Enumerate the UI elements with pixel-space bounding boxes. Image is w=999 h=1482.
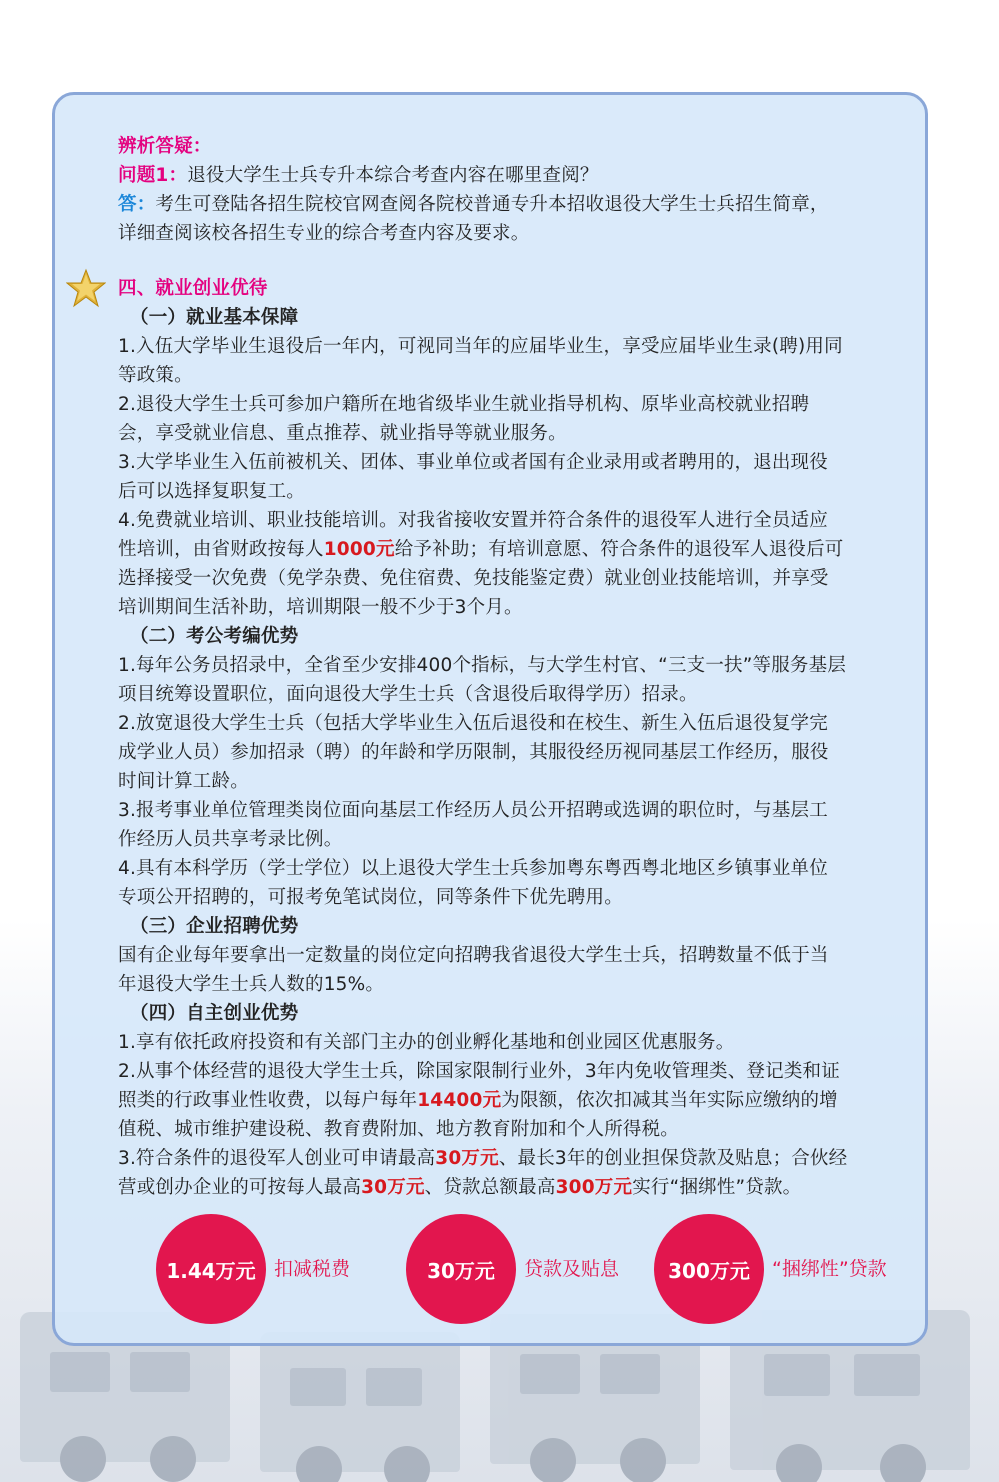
fee-limit-amount: 14400元 bbox=[417, 1090, 502, 1111]
sub4-item3-line2 bbox=[118, 1173, 914, 1202]
sub1-title: （一）就业基本保障 bbox=[130, 307, 299, 328]
sub2-title: （二）考公考编优势 bbox=[130, 626, 299, 647]
total-loan-amount: 300万元 bbox=[555, 1177, 633, 1198]
qa-question bbox=[118, 161, 914, 190]
text-area bbox=[118, 132, 914, 1202]
sub2-item4-line2: 专项公开招聘的，可报考免笔试岗位，同等条件下优先聘用。 bbox=[118, 887, 623, 908]
sub1-item4-line2-a: 性培训，由省财政按每人 bbox=[118, 539, 324, 560]
sub1-item4-line4: 培训期间生活补助，培训期限一般不少于3个月。 bbox=[118, 597, 523, 618]
sub1-item2-line1: 2.退役大学生士兵可参加户籍所在地省级毕业生就业指导机构、原毕业高校就业招聘 bbox=[118, 394, 810, 415]
sub1-item4-line2-c: 给予补助；有培训意愿、符合条件的退役军人退役后可 bbox=[394, 539, 844, 560]
sub2-item2-line2: 成学业人员）参加招录（聘）的年龄和学历限制，其服役经历视同基层工作经历，服役 bbox=[118, 742, 829, 763]
sub2-item2-line1: 2.放宽退役大学生士兵（包括大学毕业生入伍后退役和在校生、新生入伍后退役复学完 bbox=[118, 713, 828, 734]
sub3-title: （三）企业招聘优势 bbox=[130, 916, 299, 937]
sub4-title: （四）自主创业优势 bbox=[130, 1003, 299, 1024]
badge-bundled-loan-label: “捆绑性”贷款 bbox=[772, 1258, 887, 1280]
answer-text: 考生可登陆各招生院校官网查阅各院校普通专升本招收退役大学生士兵招生简章， bbox=[155, 194, 829, 215]
sub4-item2-line3: 值税、城市维护建设税、教育费附加、地方教育附加和个人所得税。 bbox=[118, 1119, 680, 1140]
sub4-item1-line1: 1.享有依托政府投资和有关部门主办的创业孵化基地和创业园区优惠服务。 bbox=[118, 1032, 735, 1053]
sub1-item4-line3: 选择接受一次免费（免学杂费、免住宿费、免技能鉴定费）就业创业技能培训，并享受 bbox=[118, 568, 829, 589]
sub4-item2-line1: 2.从事个体经营的退役大学生士兵，除国家限制行业外，3年内免收管理类、登记类和证 bbox=[118, 1061, 840, 1082]
sub1-item3-line1: 3.大学毕业生入伍前被机关、团体、事业单位或者国有企业录用或者聘用的，退出现役 bbox=[118, 452, 828, 473]
sub4-item3-line2-c: 、贷款总额最高 bbox=[424, 1177, 556, 1198]
question-text: 退役大学生士兵专升本综合考查内容在哪里查阅？ bbox=[187, 165, 599, 186]
badge-bundled-loan-value: 300万元 bbox=[654, 1214, 764, 1324]
sub1-item3-line2: 后可以选择复职复工。 bbox=[118, 481, 306, 502]
sub2-item4-line1: 4.具有本科学历（学士学位）以上退役大学生士兵参加粤东粤西粤北地区乡镇事业单位 bbox=[118, 858, 828, 879]
badge-tax-label: 扣减税费 bbox=[274, 1258, 351, 1280]
sub4-item3-line2-e: 实行“捆绑性”贷款。 bbox=[632, 1177, 802, 1198]
sub1-item1-line1: 1.入伍大学毕业生退役后一年内，可视同当年的应届毕业生，享受应届毕业生录(聘)用同 bbox=[118, 336, 843, 357]
sub1-item4-line2 bbox=[118, 535, 914, 564]
star-icon bbox=[66, 268, 106, 308]
sub4-item2-line2-a: 照类的行政事业性收费，以每户每年 bbox=[118, 1090, 418, 1111]
sub2-item1-line2: 项目统筹设置职位，面向退役大学生士兵（含退役后取得学历）招录。 bbox=[118, 684, 698, 705]
qa-answer-line-1 bbox=[118, 190, 914, 219]
sub4-item2-line2 bbox=[118, 1086, 914, 1115]
sub4-item3-line1-c: 、最长3年的创业担保贷款及贴息；合伙经 bbox=[498, 1148, 848, 1169]
subsidy-amount: 1000元 bbox=[323, 539, 395, 560]
sub4-item3-line1 bbox=[118, 1144, 914, 1173]
qa-heading: 辨析答疑： bbox=[118, 136, 212, 157]
loan-amount: 30万元 bbox=[435, 1148, 499, 1169]
sub4-item2-line2-c: 为限额，依次扣减其当年实际应缴纳的增 bbox=[501, 1090, 838, 1111]
sub4-item3-line2-a: 营或创办企业的可按每人最高 bbox=[118, 1177, 362, 1198]
sub2-item2-line3: 时间计算工龄。 bbox=[118, 771, 249, 792]
badge-bundled-loan bbox=[654, 1214, 904, 1324]
badge-tax bbox=[156, 1214, 376, 1324]
sub3-line2: 年退役大学生士兵人数的15%。 bbox=[118, 974, 385, 995]
per-person-loan-amount: 30万元 bbox=[361, 1177, 425, 1198]
sub1-item1-line2: 等政策。 bbox=[118, 365, 193, 386]
sub4-item3-line1-a: 3.符合条件的退役军人创业可申请最高 bbox=[118, 1148, 436, 1169]
answer-label: 答： bbox=[118, 194, 156, 215]
question-label: 问题1： bbox=[118, 165, 188, 186]
badge-loan-label: 贷款及贴息 bbox=[524, 1258, 620, 1280]
sub1-item4-line1: 4.免费就业培训、职业技能培训。对我省接收安置并符合条件的退役军人进行全员适应 bbox=[118, 510, 828, 531]
badge-loan-value: 30万元 bbox=[406, 1214, 516, 1324]
sub2-item1-line1: 1.每年公务员招录中，全省至少安排400个指标，与大学生村官、“三支一扶”等服务基层 bbox=[118, 655, 847, 676]
badge-loan bbox=[406, 1214, 636, 1324]
qa-answer-line-2: 详细查阅该校各招生专业的综合考查内容及要求。 bbox=[118, 223, 530, 244]
section4-title: 四、就业创业优待 bbox=[118, 278, 268, 299]
badge-tax-value: 1.44万元 bbox=[156, 1214, 266, 1324]
sub1-item2-line2: 会，享受就业信息、重点推荐、就业指导等就业服务。 bbox=[118, 423, 567, 444]
sub2-item3-line1: 3.报考事业单位管理类岗位面向基层工作经历人员公开招聘或选调的职位时，与基层工 bbox=[118, 800, 828, 821]
sub2-item3-line2: 作经历人员共享考录比例。 bbox=[118, 829, 343, 850]
sub3-line1: 国有企业每年要拿出一定数量的岗位定向招聘我省退役大学生士兵，招聘数量不低于当 bbox=[118, 945, 829, 966]
